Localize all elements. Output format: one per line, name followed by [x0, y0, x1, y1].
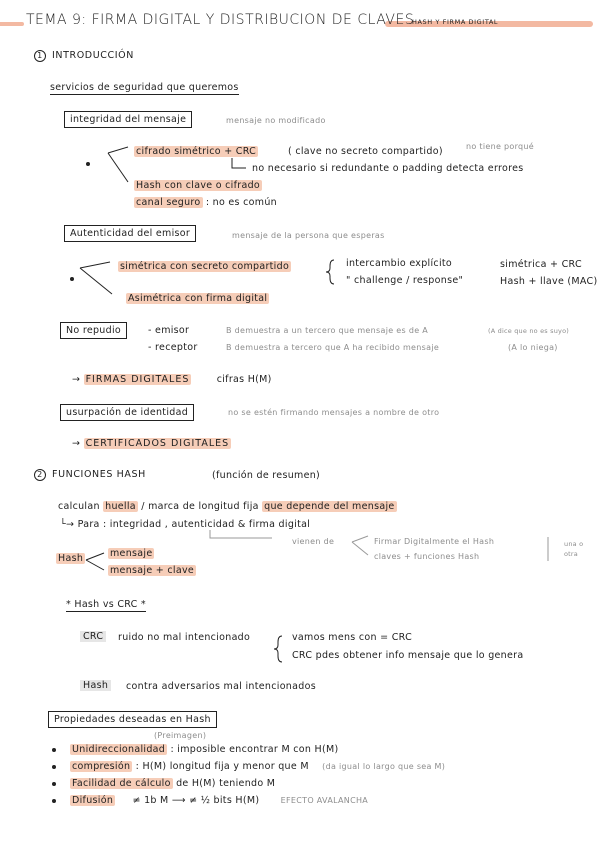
prop-item: compresión : H(M) longitud fija y menor que M (da igual lo largo que sea M) [52, 761, 445, 772]
repudio-emisor: - emisor [148, 325, 190, 336]
preimagen-note: (Preimagen) [154, 731, 207, 740]
crc-desc: ruido no mal intencionado [118, 632, 251, 643]
repudio-receptor-note: B demuestra a tercero que A ha recibido mensaje [226, 343, 440, 352]
repudio-receptor: - receptor [148, 342, 198, 353]
para-row: └→ Para : integridad , autenticidad & firma digital [60, 519, 311, 530]
bullet-dot [70, 266, 74, 285]
page-title: TEMA 9: FIRMA DIGITAL Y DISTRIBUCION DE CLAVES [26, 12, 415, 28]
hash-label: Hash [80, 680, 111, 691]
vienen-side1: una o [564, 540, 584, 548]
section-2-sub: (función de resumen) [212, 470, 321, 481]
crc-label: CRC [80, 631, 106, 642]
no-necesario-note: no necesario si redundante o padding detecta errores [252, 163, 524, 174]
autenticidad-note: mensaje de la persona que esperas [232, 231, 385, 240]
hash-vs-crc: * Hash vs CRC * [66, 599, 146, 610]
crc-b: CRC pdes obtener info mensaje que lo genera [292, 650, 524, 661]
asimetrica-firma: Asimétrica con firma digital [128, 293, 268, 304]
intercambio-explicito: intercambio explícito [346, 258, 453, 269]
repudio-receptor-paren: (A lo niega) [508, 343, 558, 352]
simetrica-crc: simétrica + CRC [500, 259, 582, 270]
prop-item: Difusión ≠ 1b M ⟶ ≠ ½ bits H(M) EFECTO AVALANCHA [52, 795, 368, 806]
repudio-emisor-note: B demuestra a un tercero que mensaje es de A [226, 326, 429, 335]
prop-item: Facilidad de cálculo de H(M) teniendo M [52, 778, 275, 789]
prop-item: Unidireccionalidad : imposible encontrar M con H(M) [52, 744, 339, 755]
propiedades-box: Propiedades deseadas en Hash [48, 711, 217, 728]
hash-llave-mac: Hash + llave (MAC) [500, 276, 598, 287]
section-2-heading [34, 469, 146, 481]
bullet-dot [86, 151, 90, 170]
integridad-box: integridad del mensaje [64, 111, 192, 128]
hash-con-clave: Hash con clave o cifrado [136, 180, 261, 191]
section-number-2: 2 [34, 469, 46, 481]
vienen-side2: otra [564, 550, 578, 558]
repudio-emisor-paren: (A dice que no es suyo) [488, 327, 570, 335]
section-2-label: FUNCIONES HASH [52, 469, 146, 480]
challenge-response: " challenge / response" [346, 275, 464, 286]
hash-split-label: Hash [58, 553, 84, 564]
vienen-a: Firmar Digitalmente el Hash [374, 537, 495, 546]
certificados-row: → CERTIFICADOS DIGITALES [72, 438, 230, 449]
autenticidad-box: Autenticidad del emisor [64, 225, 196, 242]
servicios-heading: servicios de seguridad que queremos [50, 82, 239, 93]
section-number-1: 1 [34, 50, 46, 62]
vienen-de: vienen de [292, 537, 335, 546]
usurpacion-box: usurpación de identidad [60, 404, 194, 421]
hash-mensaje-clave: mensaje + clave [110, 565, 195, 576]
topic-tag: HASH Y FIRMA DIGITAL [412, 18, 499, 26]
section-1-label: INTRODUCCIÓN [52, 50, 134, 61]
simetrica-secreto: simétrica con secreto compartido [120, 261, 290, 272]
vienen-b: claves + funciones Hash [374, 552, 480, 561]
cifrado-simetrico: cifrado simétrico + CRC [136, 146, 257, 157]
clave-note: ( clave no secreto compartido) [288, 146, 443, 157]
hash-desc: contra adversarios mal intencionados [126, 681, 316, 692]
firmas-digitales-row: → FIRMAS DIGITALES cifras H(M) [72, 374, 272, 385]
section-1-heading [34, 50, 134, 62]
no-repudio-box: No repudio [60, 322, 127, 339]
canal-seguro: canal seguro : no es común [136, 197, 277, 208]
calculan-row: calculan huella / marca de longitud fija que depende del mensaje [58, 501, 395, 512]
integridad-note: mensaje no modificado [226, 116, 326, 125]
hash-mensaje: mensaje [110, 548, 153, 559]
no-tiene-note: no tiene porqué [466, 142, 535, 151]
usurpacion-note: no se estén firmando mensajes a nombre de otro [228, 408, 440, 417]
crc-a: vamos mens con = CRC [292, 632, 413, 643]
